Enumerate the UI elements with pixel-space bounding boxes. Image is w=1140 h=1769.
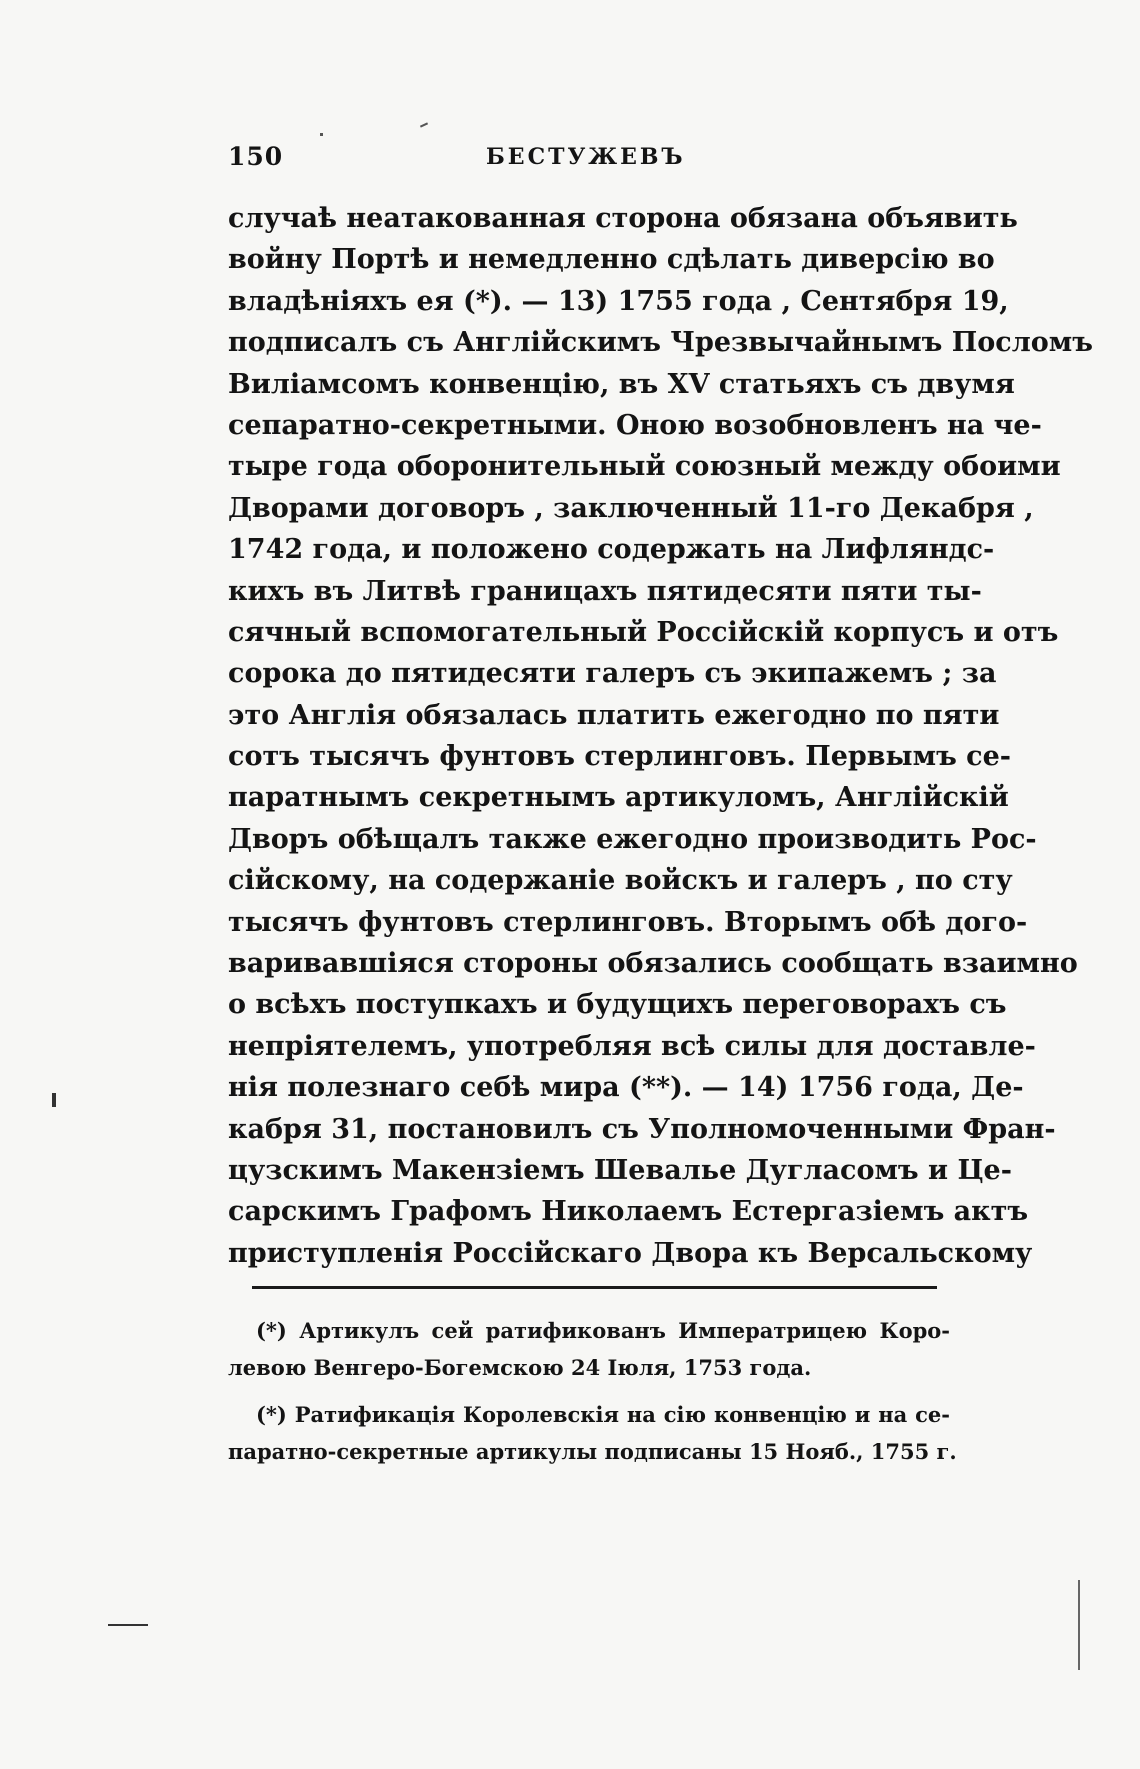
footnote-line: (*) Артикулъ сей ратификованъ Императрицею Коро-: [256, 1318, 950, 1343]
text-line: сорока до пятидесяти галеръ съ экипажемъ ; за: [228, 658, 997, 690]
text-line: случаѣ неатакованная сторона обязана объявить: [228, 203, 1018, 234]
footnote-2: [228, 1396, 957, 1470]
footnote-line: левою Венгеро-Богемскою 24 Іюля, 1753 года.: [228, 1355, 812, 1380]
text-line: сячный вспомогательный Россійскій корпусъ и отъ: [228, 616, 1059, 648]
footnote-line: (*) Ратификація Королевскія на сію конвенцію и на се-: [256, 1402, 950, 1427]
text-line: варивавшіяся стороны обязались сообщать взаимно: [228, 948, 1078, 980]
text-line: Виліамсомъ конвенцію, въ XV статьяхъ съ двумя: [228, 368, 1015, 400]
running-head: [228, 142, 948, 178]
footnote-1: [228, 1312, 950, 1386]
text-line: тысячъ фунтовъ стерлинговъ. Вторымъ обѣ дого-: [228, 906, 1028, 938]
text-line: сійскому, на содержаніе войскъ и галеръ , по сту: [228, 865, 1013, 897]
text-line: 1742 года, и положено содержать на Лифляндс-: [228, 534, 995, 566]
text-line: о всѣхъ поступкахъ и будущихъ переговорахъ съ: [228, 989, 1007, 1021]
text-line: паратнымъ секретнымъ артикуломъ, Англійскій: [228, 782, 1009, 814]
footnotes: [228, 1312, 957, 1470]
footnote-line: паратно-секретные артикулы подписаны 15 Нояб., 1755 г.: [228, 1439, 957, 1464]
page-number: 150: [228, 142, 284, 171]
text-line: цузскимъ Макензіемъ Шевалье Дугласомъ и Це-: [228, 1154, 1012, 1186]
text-line: сепаратно-секретными. Оною возобновленъ на че-: [228, 409, 1042, 441]
text-line: нія полезнаго себѣ мира (**). — 14) 1756 года, Де-: [228, 1072, 1024, 1104]
text-line: владѣніяхъ ея (*). — 13) 1755 года , Сентября 19,: [228, 285, 1009, 317]
text-line: кихъ въ Литвѣ границахъ пятидесяти пяти ты-: [228, 575, 982, 607]
scan-margin-mark: [108, 1624, 148, 1626]
text-line: подписалъ съ Англійскимъ Чрезвычайнымъ Посломъ: [228, 327, 1093, 359]
footnote-divider: [252, 1286, 937, 1289]
text-line: Дворами договоръ , заключенный 11-го Декабря ,: [228, 492, 1034, 524]
text-line: тыре года оборонительный союзный между обоими: [228, 451, 1061, 483]
text-line: Дворъ обѣщалъ также ежегодно производить Рос-: [228, 823, 1037, 855]
text-line: войну Портѣ и немедленно сдѣлать диверсію во: [228, 244, 995, 276]
scan-speck: [52, 1093, 56, 1107]
text-line: сарскимъ Графомъ Николаемъ Естергазіемъ актъ: [228, 1196, 1029, 1228]
text-line: приступленія Россійскаго Двора къ Версальскому: [228, 1237, 1033, 1269]
running-title: БЕСТУЖЕВЪ: [486, 144, 686, 170]
text-line: кабря 31, постановилъ съ Уполномоченными Фран-: [228, 1113, 1056, 1145]
text-line: сотъ тысячъ фунтовъ стерлинговъ. Первымъ се-: [228, 741, 1011, 773]
text-line: непріятелемъ, употребляя всѣ силы для доставле-: [228, 1030, 1036, 1062]
body-text: [228, 198, 1093, 1274]
scan-margin-mark: [1078, 1580, 1080, 1670]
scan-speck: [320, 133, 323, 136]
scan-speck: [420, 122, 428, 127]
text-line: это Англія обязалась платить ежегодно по пяти: [228, 699, 1000, 731]
